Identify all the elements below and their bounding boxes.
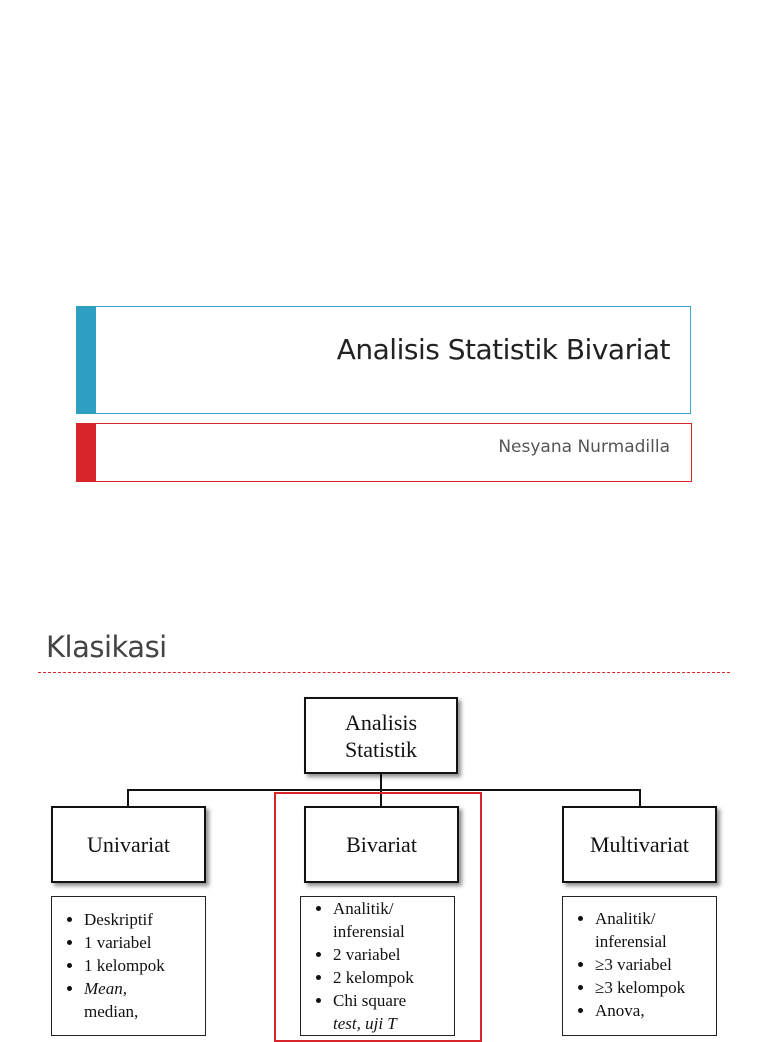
connector-univariat bbox=[127, 789, 129, 806]
bivariat-highlight-frame bbox=[274, 792, 482, 1042]
node-univariat: Univariat bbox=[51, 806, 206, 883]
list-item: • Anova, bbox=[595, 999, 716, 1022]
connector-multivariat bbox=[639, 789, 641, 806]
univariat-details bbox=[51, 896, 206, 1036]
list-item: • Analitik/ inferensial bbox=[595, 907, 716, 953]
list-item: • Analitik/ inferensial bbox=[333, 897, 454, 943]
heading-divider bbox=[38, 672, 730, 673]
list-item: test, uji T bbox=[333, 1014, 397, 1033]
list-item: • Deskriptif bbox=[84, 908, 205, 931]
title-accent-bar bbox=[76, 306, 96, 414]
node-multivariat: Multivariat bbox=[562, 806, 717, 883]
list-item: • 1 kelompok bbox=[84, 954, 205, 977]
list-item: • ≥3 variabel bbox=[595, 953, 716, 976]
connector-root-down bbox=[380, 774, 382, 790]
list-item: median, bbox=[84, 1002, 139, 1021]
root-node-analisis-statistik bbox=[304, 697, 458, 774]
list-item: • 2 variabel bbox=[333, 943, 454, 966]
slide-title: Analisis Statistik Bivariat bbox=[336, 333, 670, 366]
slide-subtitle: Nesyana Nurmadilla bbox=[498, 437, 670, 457]
slide-heading: Klasikasi bbox=[46, 630, 167, 664]
root-node-line2: Statistik bbox=[344, 736, 418, 762]
subtitle-accent-bar bbox=[76, 423, 96, 482]
list-item: • 2 kelompok bbox=[333, 966, 454, 989]
multivariat-details bbox=[562, 896, 717, 1036]
list-item-emphasis: Mean, bbox=[84, 979, 127, 998]
list-item: • 1 variabel bbox=[84, 931, 205, 954]
root-node-line1: Analisis bbox=[344, 709, 418, 735]
list-item: • ≥3 kelompok bbox=[595, 976, 716, 999]
list-item: • Chi square bbox=[333, 989, 454, 1012]
list-item bbox=[84, 977, 205, 1000]
connector-horizontal bbox=[127, 789, 641, 791]
node-bivariat: Bivariat bbox=[304, 806, 459, 883]
